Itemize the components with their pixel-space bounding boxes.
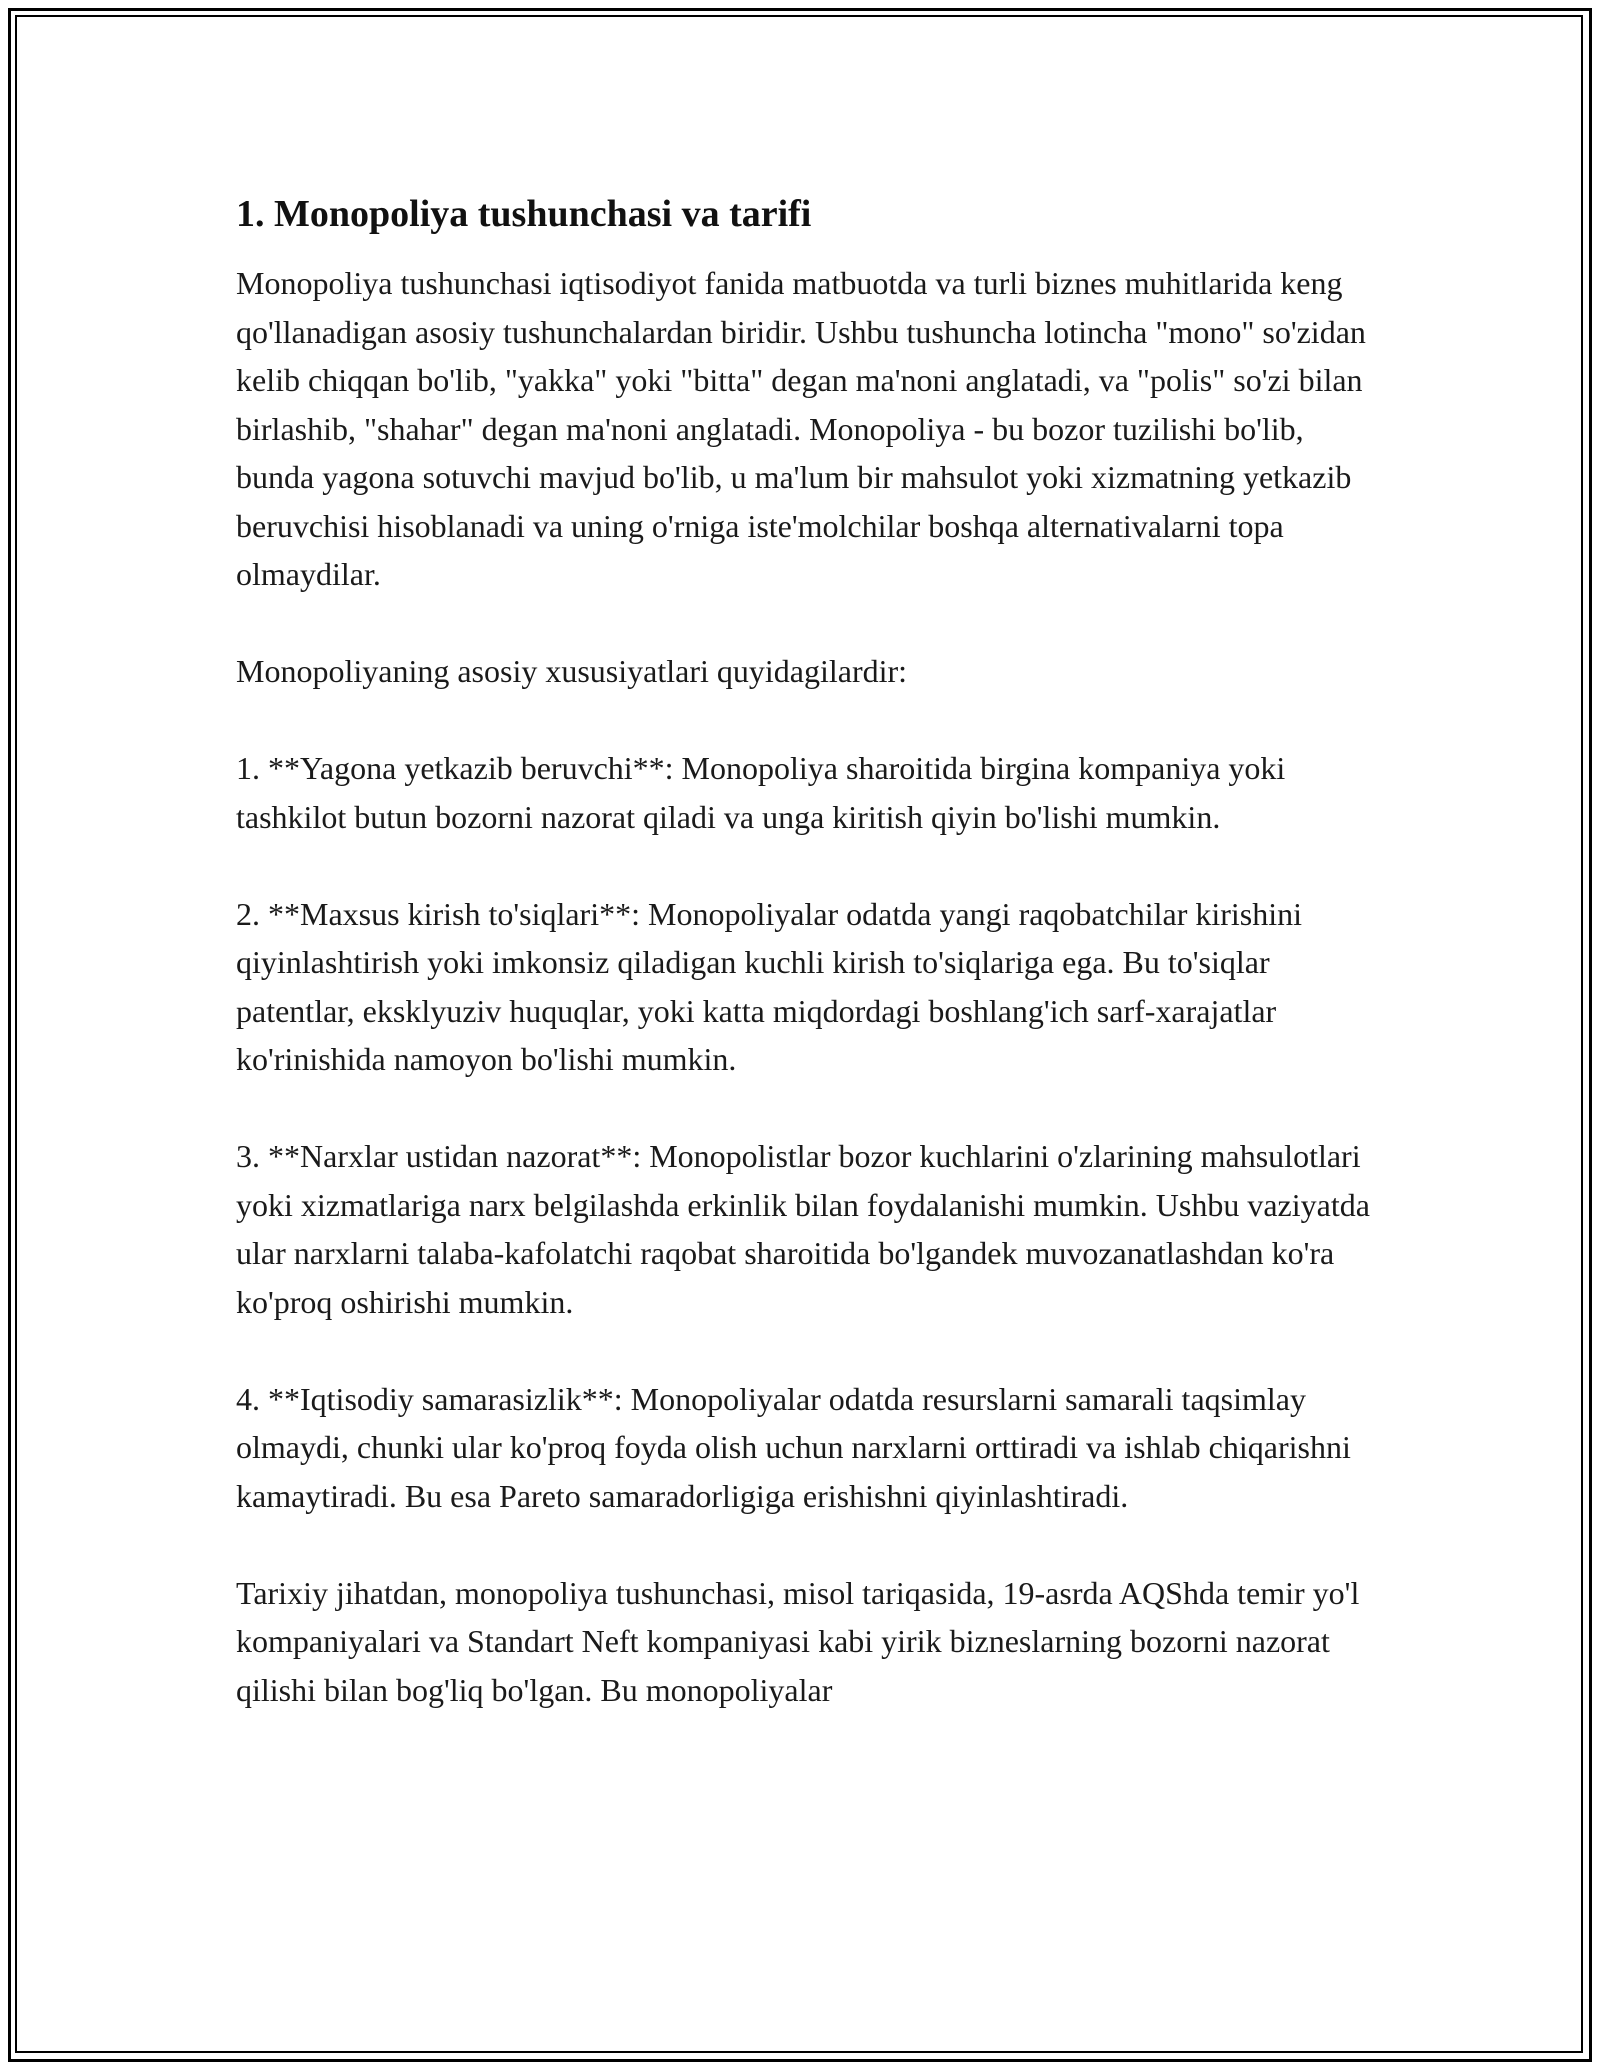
feature-item-2: 2. **Maxsus kirish to'siqlari**: Monopoliyalar odatda yangi raqobatchilar kirishini qiyinlashtirish yoki imkonsiz qiladigan kuchli kirish to'siqlariga ega. Bu to'siqlar patentlar, eksklyuziv huquqlar, yoki katta miqdordagi boshlang'ich sarf-xarajatlar ko'rinishida namoyon bo'lishi mumkin. (236, 895, 1303, 1077)
intro-paragraph: Monopoliya tushunchasi iqtisodiyot fanida matbuotda va turli biznes muhitlarida keng qo'llanadigan asosiy tushunchalardan biridir. Ushbu tushuncha lotincha "mono" so'zidan kelib chiqqan bo'lib, "yakka" yoki "bitta" degan ma'noni anglatadi, va "polis" so'zi bilan birlashib, "shahar" degan ma'noni anglatadi. Monopoliya - bu bozor tuzilishi bo'lib, bunda yagona sotuvchi mavjud bo'lib, u ma'lum bir mahsulot yoki xizmatning yetkazib beruvchisi hisoblanadi va uning o'rniga iste'molchilar boshqa alternativalarni topa olmaydilar. (236, 265, 1366, 592)
history-paragraph: Tarixiy jihatdan, monopoliya tushunchasi, misol tariqasida, 19-asrda AQShda temir yo'l kompaniyalari va Standart Neft kompaniyasi kabi yirik bizneslarning bozorni nazorat qilishi bilan bog'liq bo'lgan. Bu monopoliyalar (236, 1574, 1360, 1708)
document-body (236, 183, 1386, 1763)
feature-item-1: 1. **Yagona yetkazib beruvchi**: Monopoliya sharoitida birgina kompaniya yoki tashkilot butun bozorni nazorat qiladi va unga kiritish qiyin bo'lishi mumkin. (236, 750, 1286, 835)
feature-item-3: 3. **Narxlar ustidan nazorat**: Monopolistlar bozor kuchlarini o'zlarining mahsulotlari yoki xizmatlariga narx belgilashda erkinlik bilan foydalanishi mumkin. Ushbu vaziyatda ular narxlarni talaba-kafolatchi raqobat sharoitida bo'lgandek muvozanatlashdan ko'ra ko'proq oshirishi mumkin. (236, 1138, 1370, 1320)
section-heading: 1. Monopoliya tushunchasi va tarifi (236, 193, 812, 235)
features-intro-paragraph: Monopoliyaning asosiy xususiyatlari quyidagilardir: (236, 653, 908, 689)
feature-item-4: 4. **Iqtisodiy samarasizlik**: Monopoliyalar odatda resurslarni samarali taqsimlay olmaydi, chunki ular ko'proq foyda olish uchun narxlarni orttiradi va ishlab chiqarishni kamaytiradi. Bu esa Pareto samaradorligiga erishishni qiyinlashtiradi. (236, 1380, 1351, 1514)
